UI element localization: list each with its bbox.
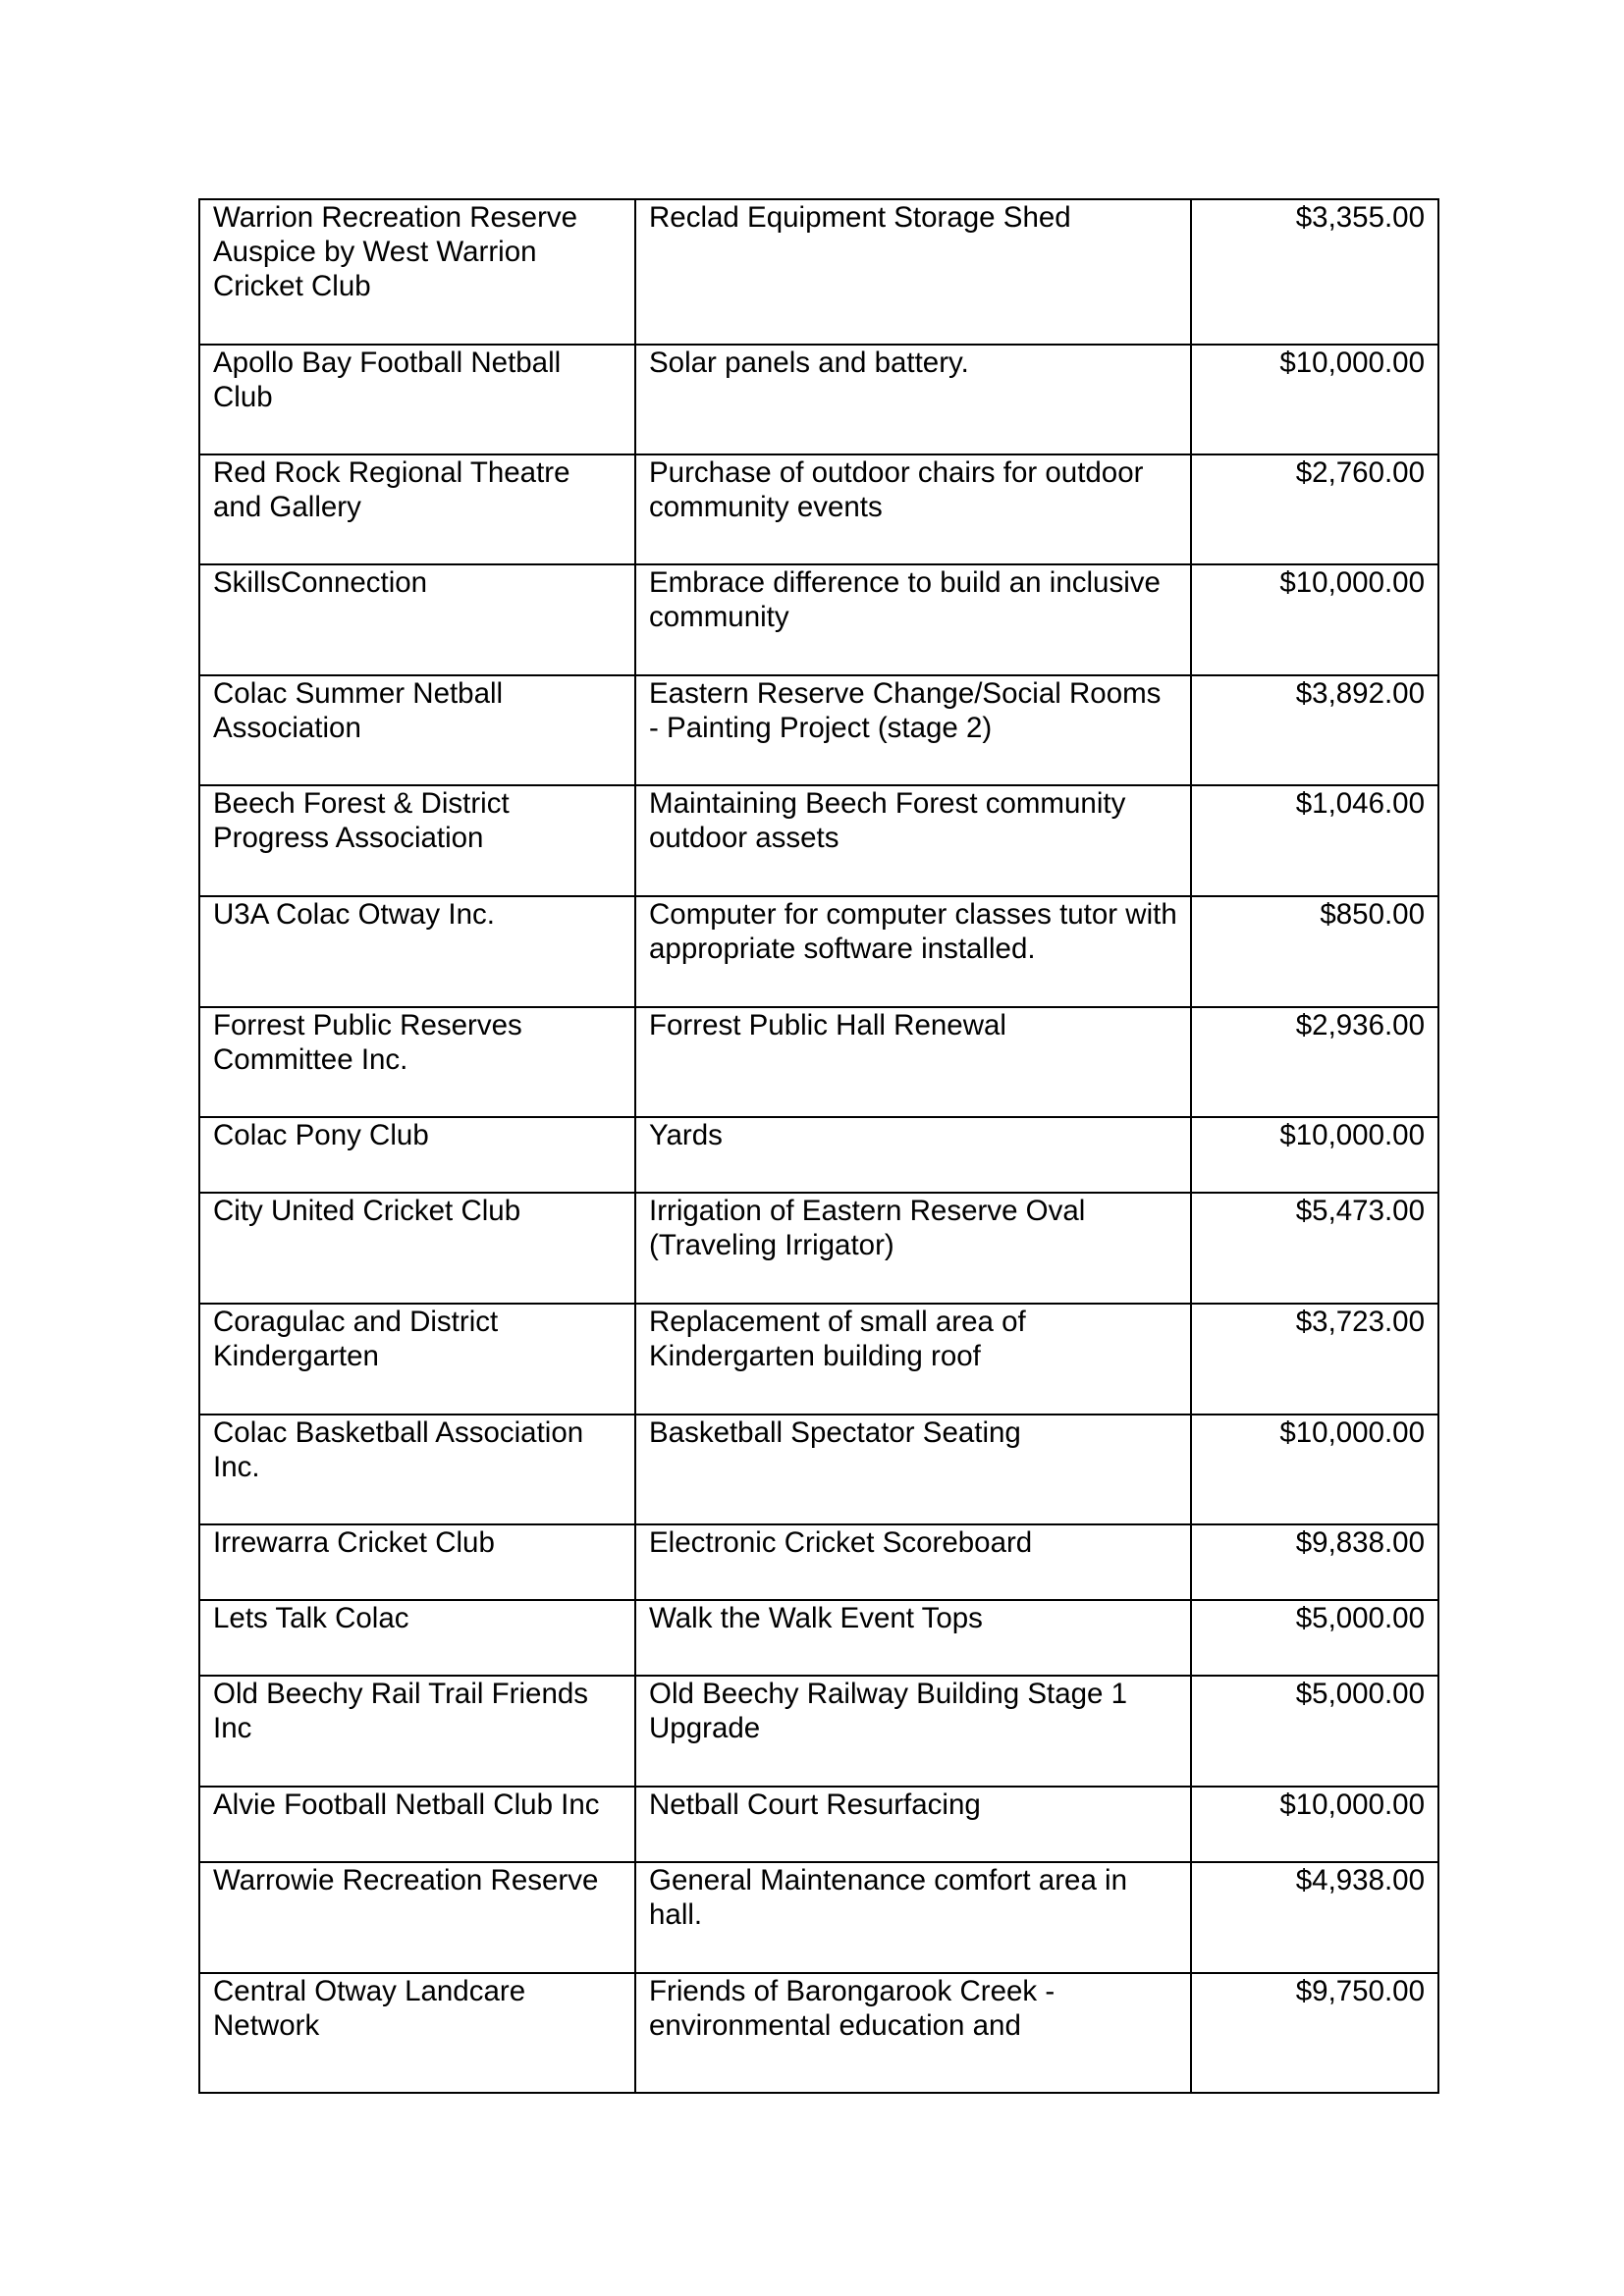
organisation-cell: Alvie Football Netball Club Inc [199, 1787, 635, 1862]
table-row [199, 1676, 1438, 1787]
organisation-cell: Apollo Bay Football Netball Club [199, 345, 635, 454]
project-cell: Electronic Cricket Scoreboard [635, 1524, 1191, 1600]
table-row [199, 1415, 1438, 1524]
project-cell: Yards [635, 1117, 1191, 1193]
table-row [199, 896, 1438, 1007]
table-row [199, 1862, 1438, 1973]
amount-cell: $10,000.00 [1191, 564, 1438, 675]
amount-cell: $3,355.00 [1191, 199, 1438, 345]
project-cell: Solar panels and battery. [635, 345, 1191, 454]
project-cell: Friends of Barongarook Creek - environmental education and [635, 1973, 1191, 2093]
table-row [199, 1600, 1438, 1676]
amount-cell: $5,473.00 [1191, 1193, 1438, 1304]
table-row [199, 675, 1438, 785]
table-row [199, 1007, 1438, 1117]
project-cell: General Maintenance comfort area in hall. [635, 1862, 1191, 1973]
project-cell: Basketball Spectator Seating [635, 1415, 1191, 1524]
table-row [199, 785, 1438, 896]
amount-cell: $1,046.00 [1191, 785, 1438, 896]
project-cell: Purchase of outdoor chairs for outdoor community events [635, 454, 1191, 564]
amount-cell: $4,938.00 [1191, 1862, 1438, 1973]
table-row [199, 564, 1438, 675]
organisation-cell: Forrest Public Reserves Committee Inc. [199, 1007, 635, 1117]
organisation-cell: Lets Talk Colac [199, 1600, 635, 1676]
table-row [199, 345, 1438, 454]
organisation-cell: Colac Pony Club [199, 1117, 635, 1193]
project-cell: Old Beechy Railway Building Stage 1 Upgrade [635, 1676, 1191, 1787]
organisation-cell: Warrowie Recreation Reserve [199, 1862, 635, 1973]
amount-cell: $5,000.00 [1191, 1600, 1438, 1676]
project-cell: Replacement of small area of Kindergarten building roof [635, 1304, 1191, 1415]
table-row [199, 1304, 1438, 1415]
amount-cell: $10,000.00 [1191, 1787, 1438, 1862]
table-row [199, 1117, 1438, 1193]
organisation-cell: Colac Summer Netball Association [199, 675, 635, 785]
project-cell: Walk the Walk Event Tops [635, 1600, 1191, 1676]
organisation-cell: Warrion Recreation Reserve Auspice by West Warrion Cricket Club [199, 199, 635, 345]
table-row [199, 199, 1438, 345]
table-row [199, 1193, 1438, 1304]
amount-cell: $10,000.00 [1191, 345, 1438, 454]
amount-cell: $2,760.00 [1191, 454, 1438, 564]
organisation-cell: Beech Forest & District Progress Association [199, 785, 635, 896]
project-cell: Eastern Reserve Change/Social Rooms - Painting Project (stage 2) [635, 675, 1191, 785]
amount-cell: $5,000.00 [1191, 1676, 1438, 1787]
organisation-cell: Old Beechy Rail Trail Friends Inc [199, 1676, 635, 1787]
table-row [199, 1787, 1438, 1862]
organisation-cell: Red Rock Regional Theatre and Gallery [199, 454, 635, 564]
organisation-cell: Colac Basketball Association Inc. [199, 1415, 635, 1524]
project-cell: Irrigation of Eastern Reserve Oval (Traveling Irrigator) [635, 1193, 1191, 1304]
organisation-cell: SkillsConnection [199, 564, 635, 675]
table-row [199, 1973, 1438, 2093]
table-row [199, 454, 1438, 564]
project-cell: Embrace difference to build an inclusive community [635, 564, 1191, 675]
project-cell: Computer for computer classes tutor with appropriate software installed. [635, 896, 1191, 1007]
project-cell: Netball Court Resurfacing [635, 1787, 1191, 1862]
project-cell: Maintaining Beech Forest community outdoor assets [635, 785, 1191, 896]
amount-cell: $3,892.00 [1191, 675, 1438, 785]
amount-cell: $10,000.00 [1191, 1415, 1438, 1524]
table-row [199, 1524, 1438, 1600]
amount-cell: $9,750.00 [1191, 1973, 1438, 2093]
amount-cell: $850.00 [1191, 896, 1438, 1007]
organisation-cell: City United Cricket Club [199, 1193, 635, 1304]
grants-table [198, 198, 1439, 2094]
organisation-cell: U3A Colac Otway Inc. [199, 896, 635, 1007]
amount-cell: $2,936.00 [1191, 1007, 1438, 1117]
project-cell: Reclad Equipment Storage Shed [635, 199, 1191, 345]
amount-cell: $3,723.00 [1191, 1304, 1438, 1415]
project-cell: Forrest Public Hall Renewal [635, 1007, 1191, 1117]
amount-cell: $10,000.00 [1191, 1117, 1438, 1193]
amount-cell: $9,838.00 [1191, 1524, 1438, 1600]
organisation-cell: Coragulac and District Kindergarten [199, 1304, 635, 1415]
organisation-cell: Central Otway Landcare Network [199, 1973, 635, 2093]
organisation-cell: Irrewarra Cricket Club [199, 1524, 635, 1600]
